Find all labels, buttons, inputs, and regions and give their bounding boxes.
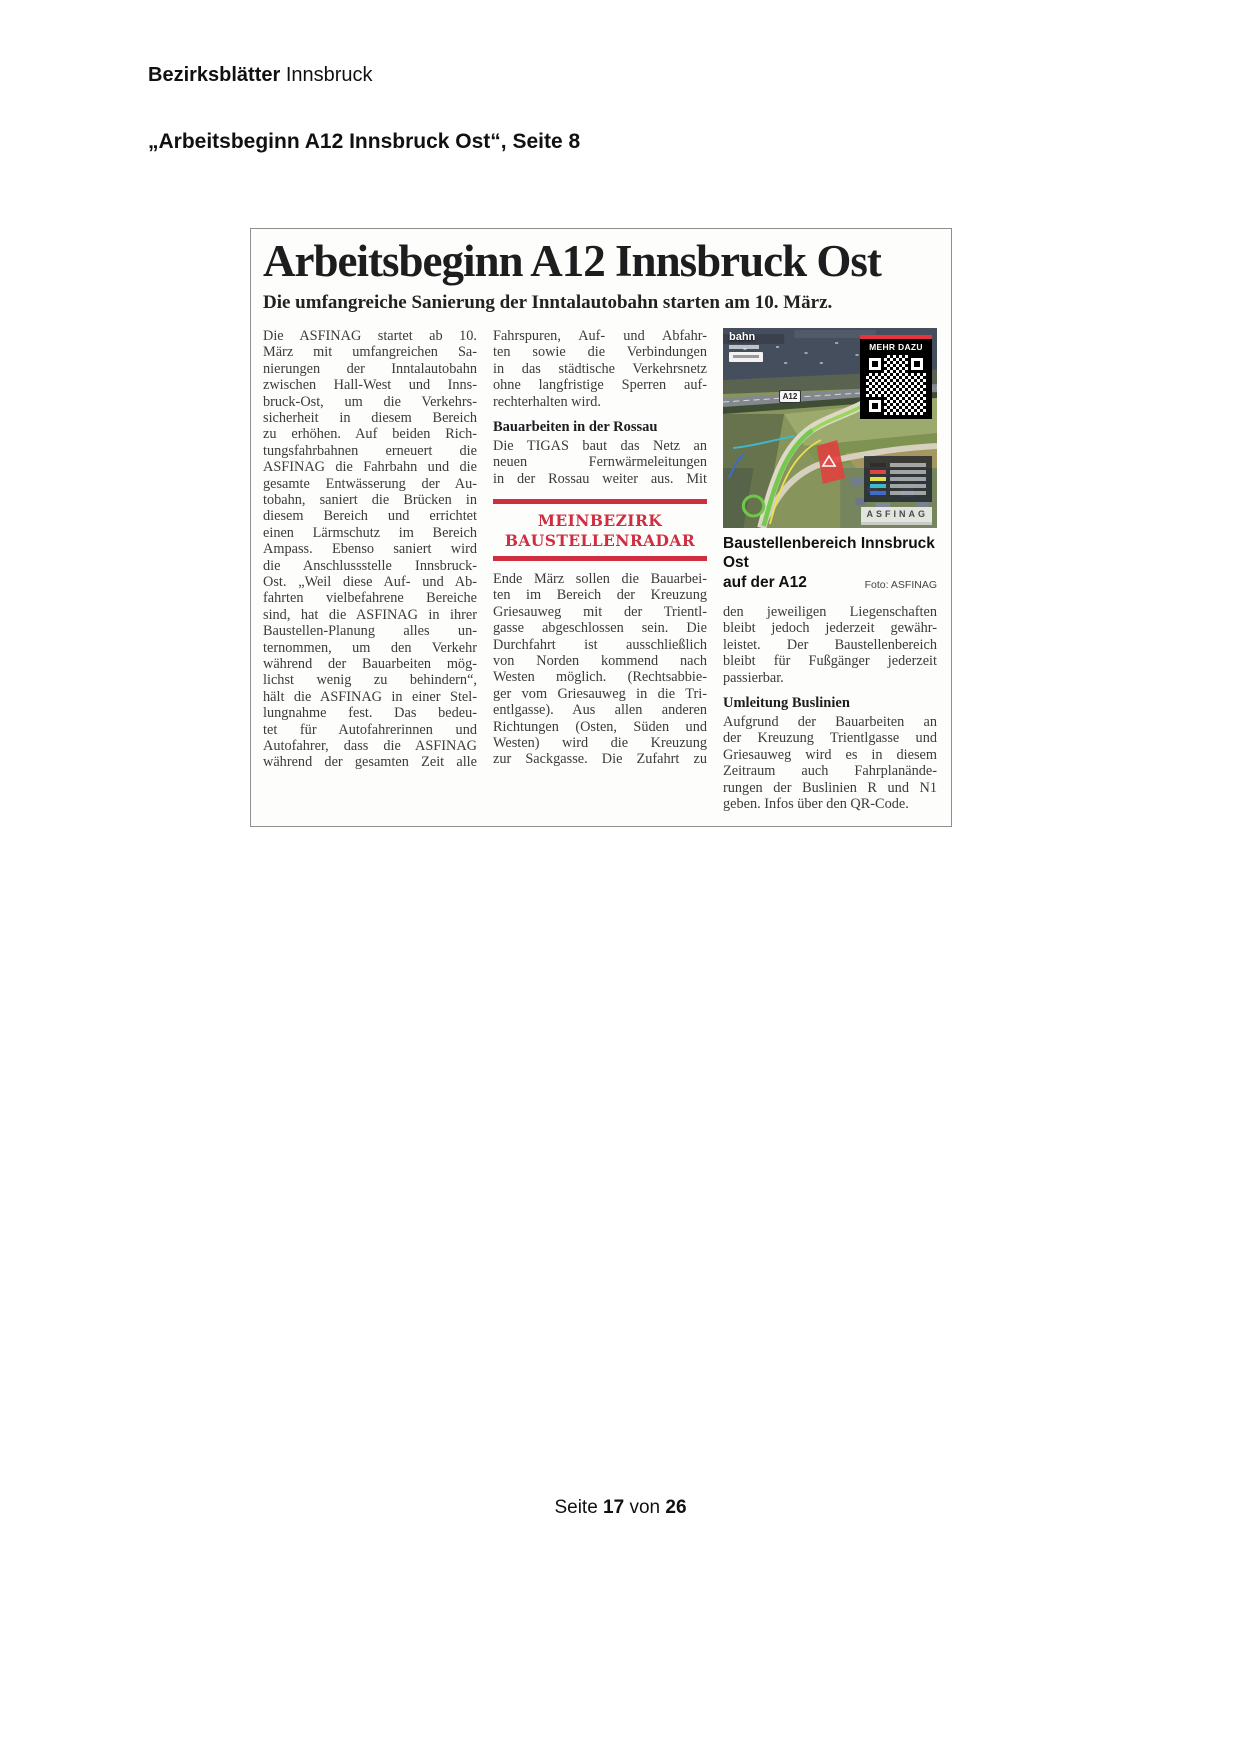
text-line: lichst wenig zu behindern“, (263, 672, 477, 689)
caption-line-1: Baustellenbereich Innsbruck Ost (723, 534, 935, 572)
aerial-photo (723, 328, 937, 528)
text-line: Durchfahrt ist ausschließlich (493, 636, 707, 653)
text-line: gasse abgeschlossen sein. Die (493, 620, 707, 637)
text-line: Griesauweg wird es in diesem (723, 746, 937, 763)
legend-label-bar (890, 491, 926, 495)
text-line: ger vom Griesauweg in die Tri- (493, 685, 707, 702)
caption-line-2: auf der A12 (723, 573, 807, 591)
paragraph (723, 604, 937, 686)
text-line: tet für Autofahrerinnen und (263, 721, 477, 738)
paragraph (723, 714, 937, 812)
paragraph (493, 328, 707, 410)
qr-panel-title: MEHR DAZU (869, 341, 923, 352)
text-line: Westen möglich. (Rechtsabbie- (493, 669, 707, 686)
text-line: bruck-Ost, um die Verkehrs- (263, 393, 477, 410)
paragraph (493, 438, 707, 487)
footer-page-number: 17 (603, 1497, 625, 1518)
text-line: ASFINAG die Fahrbahn und die (263, 459, 477, 476)
article-column-3 (723, 328, 937, 813)
text-line: die Anschlussstelle Innsbruck- (263, 557, 477, 574)
photo-map-sublabel (729, 345, 759, 349)
newspaper-clipping (250, 228, 952, 827)
a12-road-sign: A12 (779, 390, 802, 403)
text-line: März mit umfangreichen Sa- (263, 344, 477, 361)
text-line: neuen Fernwärmeleitungen (493, 454, 707, 471)
text-line: passierbar. (723, 669, 784, 686)
baustellenradar-banner (493, 499, 707, 561)
text-line: einen Lärmschutz im Bereich (263, 524, 477, 541)
legend-swatch (870, 477, 886, 481)
text-line: tobahn, saniert die Brücken in (263, 491, 477, 508)
legend-row (870, 470, 926, 474)
article-columns (263, 328, 939, 813)
text-line: sicherheit in diesem Bereich (263, 409, 477, 426)
text-line: Griesauweg mit der Trientl- (493, 603, 707, 620)
text-line: der Kreuzung Trientlgasse und (723, 730, 937, 747)
banner-rule-bottom (493, 556, 707, 561)
section-heading-buslinien: Umleitung Buslinien (723, 695, 850, 712)
article-subhead: Die umfangreiche Sanierung der Inntalautobahn starten am 10. März. (263, 291, 833, 313)
text-line: Fahrspuren, Auf- und Abfahr- (493, 327, 707, 344)
text-line: während der Bauarbeiten mög- (263, 656, 477, 673)
banner-line-1: MEINBEZIRK (537, 511, 663, 531)
footer-of: von (629, 1497, 661, 1518)
text-line: ten sowie die Verbindungen (493, 344, 707, 361)
legend-swatch (870, 463, 886, 467)
text-line: Richtungen (Osten, Süden und (493, 718, 707, 735)
legend-label-bar (890, 484, 926, 488)
legend-label-bar (890, 463, 926, 467)
text-line: Ende März sollen die Bauarbei- (493, 570, 707, 587)
publication-edition: Innsbruck (285, 64, 373, 86)
article-headline: Arbeitsbeginn A12 Innsbruck Ost (263, 236, 881, 286)
text-line: Aufgrund der Bauarbeiten an (723, 714, 937, 731)
text-line: in das städtische Verkehrsnetz (493, 360, 707, 377)
text-line: zur Sackgasse. Die Zufahrt zu (493, 751, 707, 768)
text-line: geben. Infos über den QR-Code. (723, 796, 909, 813)
article-column-2 (493, 328, 707, 813)
page-footer (0, 1497, 1241, 1519)
text-line: von Norden kommend nach (493, 652, 707, 669)
text-line: sind, hat die ASFINAG in ihrer (263, 606, 477, 623)
publication-name: Bezirksblätter (148, 64, 281, 86)
text-line: ten im Bereich der Kreuzung (493, 587, 707, 604)
legend-swatch (870, 470, 886, 474)
photo-caption (723, 534, 937, 592)
photo-map-chip (729, 352, 763, 362)
text-line: lungnahme fest. Das bedeu- (263, 705, 477, 722)
text-line: rechterhalten wird. (493, 393, 601, 410)
text-line: tungsfahrbahnen erneuert die (263, 442, 477, 459)
text-line: während der gesamten Zeit alle (263, 754, 477, 771)
text-line: ternommen, um den Verkehr (263, 639, 477, 656)
section-heading-rossau: Bauarbeiten in der Rossau (493, 418, 658, 435)
text-line: Westen) wird die Kreuzung (493, 734, 707, 751)
text-line: diesem Bereich und errichtet (263, 508, 477, 525)
text-line: ohne langfristige Sperren auf- (493, 377, 707, 394)
paragraph (263, 328, 477, 771)
text-line: Die TIGAS baut das Netz an (493, 437, 707, 454)
photo-credit: Foto: ASFINAG (864, 578, 937, 591)
footer-prefix: Seite (554, 1497, 598, 1518)
qr-code-icon (866, 355, 926, 415)
text-line: zwischen Hall-West und Inns- (263, 377, 477, 394)
text-line: Die ASFINAG startet ab 10. (263, 327, 477, 344)
footer-total-pages: 26 (665, 1497, 687, 1518)
text-line: Autofahrer, dass die ASFINAG (263, 738, 477, 755)
legend-swatch (870, 484, 886, 488)
text-line: zu erhöhen. Auf beiden Rich- (263, 426, 477, 443)
text-line: fahrten vielbefahrene Bereiche (263, 590, 477, 607)
text-line: gesamte Entwässerung der Au- (263, 475, 477, 492)
legend-label-bar (890, 470, 926, 474)
legend-row (870, 491, 926, 495)
document-title: „Arbeitsbeginn A12 Innsbruck Ost“, Seite 8 (148, 130, 581, 153)
legend-row (870, 484, 926, 488)
legend-row (870, 463, 926, 467)
text-line: rungen der Buslinien R und N1 (723, 779, 937, 796)
text-line: hält die ASFINAG in einer Stel- (263, 688, 477, 705)
text-line: Zeitraum auch Fahrplanände- (723, 763, 937, 780)
legend-swatch (870, 491, 886, 495)
text-line: bleibt jedoch jederzeit gewähr- (723, 620, 937, 637)
text-line: leistet. Der Baustellenbereich (723, 636, 937, 653)
text-line: Baustellen-Planung alles un- (263, 623, 477, 640)
publication-header (148, 64, 373, 87)
paragraph (493, 571, 707, 768)
text-line: bleibt für Fußgänger jederzeit (723, 653, 937, 670)
photo-map-label: bahn (729, 330, 756, 343)
text-line: Ost. „Weil diese Auf- und Ab- (263, 573, 477, 590)
asfinag-watermark: ASFINAG (861, 507, 933, 525)
text-line: Ampass. Ebenso saniert wird (263, 541, 477, 558)
article-column-1 (263, 328, 477, 813)
text-line: in der Rossau weiter aus. Mit (493, 470, 707, 487)
text-line: entlgasse). Aus allen anderen (493, 702, 707, 719)
text-line: nierungen der Inntalautobahn (263, 360, 477, 377)
legend-row (870, 477, 926, 481)
text-line: den jeweiligen Liegenschaften (723, 604, 937, 621)
map-legend (864, 456, 932, 502)
qr-panel (860, 335, 932, 419)
legend-label-bar (890, 477, 926, 481)
banner-line-2: BAUSTELLENRADAR (504, 530, 696, 550)
banner-text (493, 504, 707, 556)
